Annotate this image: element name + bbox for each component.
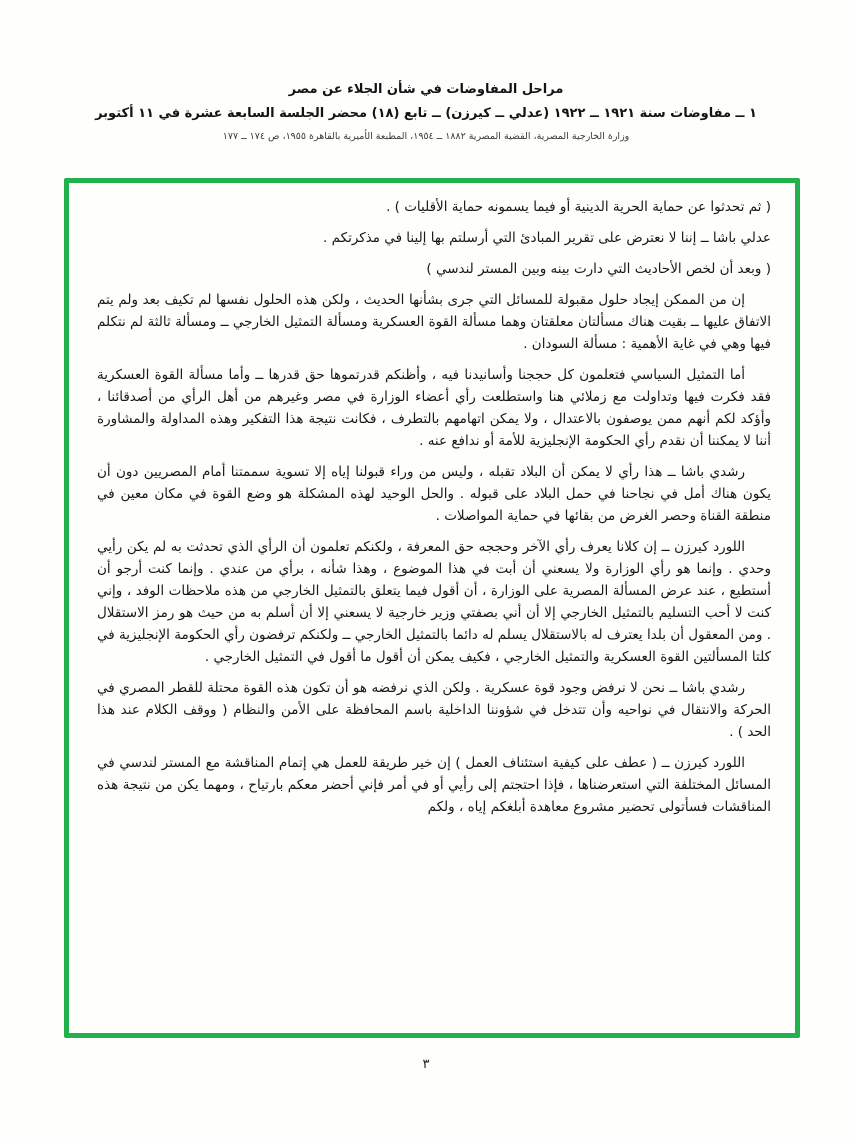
document-title: مراحل المفاوضات في شأن الجلاء عن مصر: [288, 82, 564, 97]
page-number: ٣: [422, 1057, 430, 1072]
document-subtitle: ١ ــ مفاوضات سنة ١٩٢١ ــ ١٩٢٢ (عدلي ــ كيرزن) ــ تابع (١٨) محضر الجلسة السابعة عشرة في ١١ أكتوبر: [95, 106, 757, 121]
document-source-citation: وزارة الخارجية المصرية، القضية المصرية ١٨٨٢ ــ ١٩٥٤، المطبعة الأميرية بالقاهرة ١٩٥٥، ص ١٧٤ ــ ١٧٧: [222, 131, 630, 142]
document-header: [0, 82, 852, 142]
paragraph-rushdi-pasha-statement: رشدي باشا ــ نحن لا نرفض وجود قوة عسكرية . ولكن الذي نرفضه هو أن تكون هذه القوة محتلة للقطر المصري في الحركة والانتقال في نواحيه وأن تتدخل في شؤوننا الداخلية باسم المحافظة على الأمن والنظام ( ووقف الكلام عند هذا الحد ) .: [97, 680, 771, 740]
paragraph-parenthetical-note: ( ثم تحدثوا عن حماية الحرية الدينية أو فيما يسمونه حماية الأقليات ) .: [386, 199, 771, 215]
paragraph-lord-curzon-statement: اللورد كيرزن ــ ( عطف على كيفية استئناف العمل ) إن خير طريقة للعمل هي إتمام المناقشة مع المستر لندسي في المسائل المختلفة التي استعرضناها ، فإذا احتجتم إلى رأيي أو في أمر فإني أحضر معكم بارتياح ، ومهما يكن من نتيجة هذه المناقشات فسأتولى تحضير مشروع معاهدة أبلغكم إياه ، ولكم: [97, 755, 771, 815]
highlight-box: [64, 178, 800, 1038]
paragraph-adli-pasha-statement: عدلي باشا ــ إننا لا نعترض على تقرير المبادئ التي أرسلتم بها إلينا في مذكرتكم .: [323, 230, 771, 246]
paragraph-rushdi-pasha-statement: رشدي باشا ــ هذا رأي لا يمكن أن البلاد تقبله ، وليس من وراء قبولنا إياه إلا تسوية سممتنا أمام المصريين دون أن يكون هناك أمل في نجاحنا في حمل البلاد على قبوله . والحل الوحيد لهذه المشكلة هو وضع القوة في مكان معين في منطقة القناة وحصر الغرض من بقائها في حماية المواصلات .: [97, 464, 771, 524]
paragraph-body: إن من الممكن إيجاد حلول مقبولة للمسائل التي جرى بشأنها الحديث ، ولكن هذه الحلول نفسها لم تكيف بعد ولم يتم الاتفاق عليها ــ بقيت هناك مسألتان معلقتان وهما مسألة القوة العسكرية ومسألة التمثيل الخارجي ــ ومسألة ثالثة لم نتكلم فيها وهي في غاية الأهمية : مسألة السودان .: [97, 292, 771, 352]
paragraph-lord-curzon-statement: اللورد كيرزن ــ إن كلانا يعرف رأي الآخر وحججه حق المعرفة ، ولكنكم تعلمون أن الرأي الذي تحدثت به لم يكن رأيي وحدي . وإنما هو رأي الوزارة ولا يسعني أن أبت في هذا الموضوع ، وهذا شأنه ، برأي من عندي . وإنما كنت أرجو أن أستطيع ، عند عرض المسألة المصرية على الوزارة ، أن أقول فيما يتعلق بالتمثيل الخارجي من هذه ملاحظات الوفد ، وإني كنت لا أحب التسليم بالتمثيل الخارجي إلا أن أني بصفتي وزير خارجية لا يسعني إلا أن أسلم به من حيث هو رمز الاستقلال . ومن المعقول أن بلدا يعترف له بالاستقلال يسلم له دائما بالتمثيل الخارجي ــ ولكنكم ترفضون رأي الحكومة الإنجليزية في كلتا المسألتين القوة العسكرية والتمثيل الخارجي ، فكيف يمكن أن أقول ما أقول في التمثيل الخارجي .: [97, 539, 771, 665]
paragraph-parenthetical-note: ( وبعد أن لخص الأحاديث التي دارت بينه وبين المستر لندسي ): [426, 261, 771, 277]
paragraph-body: أما التمثيل السياسي فتعلمون كل حججنا وأسانيدنا فيه ، وأظنكم قدرتموها حق قدرها ــ وأما مسألة القوة العسكرية فقد فكرت فيها وتداولت مع زملائي هنا واستطلعت رأي أعضاء الوزارة في مصر وغيرهم من أهل الرأي من أصدقائنا ، وأؤكد لكم أنهم ممن يوصفون بالاعتدال ، ولا يمكن اتهامهم بالتطرف ، فكانت نتيجة هذا التفكير وهذه المداولة والمشاورة أننا لا يمكننا أن نقدم رأي الحكومة الإنجليزية للأمة أو ندافع عنه .: [97, 367, 771, 449]
